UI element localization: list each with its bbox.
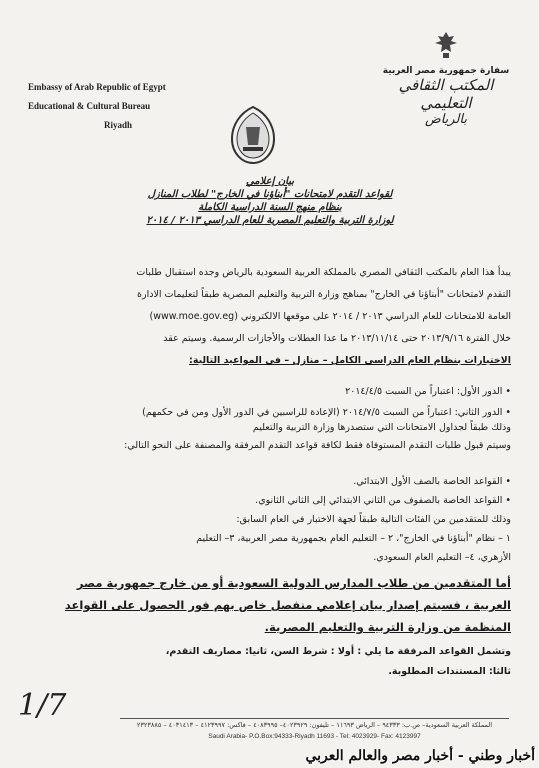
announcement-title: بيان إعلامي bbox=[245, 176, 295, 187]
site-watermark: أخبار وطني - أخبار مصر والعالم العربي bbox=[305, 748, 535, 764]
bureau-name-en: Educational & Cultural Bureau bbox=[28, 101, 151, 111]
body-line: وذلك للمتقدمين من الفئات التالية طبقاً لجهة الاختبار في العام السابق: bbox=[236, 514, 511, 525]
body-line: التقدم لامتحانات "أبناؤنا في الخارج" بمناهج وزارة التربية والتعليم المصرية طبقاً لتعليمات الادارة bbox=[137, 289, 511, 300]
embassy-name-en: Embassy of Arab Republic of Egypt bbox=[28, 82, 166, 92]
announcement-subtitle-1: لقواعد التقدم لامتحانات "أبناؤنا في الخارج" لطلاب المنازل bbox=[147, 189, 393, 200]
footer-address-en: Saudi Arabia- P.O.Box:94333-Riyadh 11693 - Tel: 4023929- Fax: 4123997 bbox=[208, 733, 421, 740]
announcement-subtitle-2: بنظام منهج السنة الدراسية الكاملة bbox=[198, 202, 342, 213]
body-line: الأزهري، ٤– التعليم العام السعودي. bbox=[373, 552, 511, 563]
body-line: يبدأ هذا العام بالمكتب الثقافي المصري بالمملكة العربية السعودية بالرياض وجده استقبال طلبات bbox=[136, 267, 511, 278]
city-ar: بالرياض bbox=[424, 112, 467, 127]
intro-paragraph bbox=[30, 262, 511, 372]
body-line: ثالثا: المستندات المطلوبة. bbox=[388, 666, 511, 677]
list-item: • القواعد الخاصة بالصفوف من الثاني الابتدائي إلى الثاني الثانوي. bbox=[255, 495, 511, 506]
international-students-paragraph bbox=[30, 572, 511, 638]
attached-rules-paragraph bbox=[30, 642, 511, 682]
body-line: الاختبارات بنظام العام الدراسي الكامل – منازل – في المواعيد التالية: bbox=[189, 355, 511, 366]
announcement-subtitle-3: لوزارة التربية والتعليم المصرية للعام الدراسي ٢٠١٣ / ٢٠١٤ bbox=[146, 215, 394, 226]
body-line: وتشمل القواعد المرفقة ما يلي : أولا : شرط السن، ثانيا: مصاريف التقدم، bbox=[165, 646, 511, 657]
body-line: العامة للامتحانات للعام الدراسي ٢٠١٣ / ٢٠١٤ على موقعها الالكتروني (www.moe.gov.eg) bbox=[149, 311, 511, 322]
exam-dates-list bbox=[30, 384, 511, 453]
cultural-bureau-logo-icon bbox=[228, 105, 278, 165]
arabic-letterhead bbox=[371, 30, 521, 127]
egypt-eagle-emblem-icon bbox=[432, 30, 460, 60]
list-item: • الدور الأول: اعتباراً من السبت ٢٠١٤/٤/٥ bbox=[345, 386, 511, 397]
list-item: • الدور الثاني: اعتباراً من السبت ٢٠١٤/٧/٥ (الإعادة للراسبين في الدور الأول ومن في حكمهم) bbox=[142, 407, 511, 418]
rules-list bbox=[30, 472, 511, 567]
body-line: العربية ، فسيتم إصدار بيان إعلامي منفصل خاص بهم فور الحصول على القواعد bbox=[64, 598, 511, 612]
english-letterhead bbox=[28, 78, 208, 135]
city-en: Riyadh bbox=[103, 120, 132, 130]
body-line: المنظمة من وزارة التربية والتعليم المصرية. bbox=[264, 620, 511, 634]
footer-divider bbox=[120, 718, 509, 719]
body-line: وسيتم قبول طلبات التقدم المستوفاة فقط لكافة قواعد التقدم المرفقة والمصنفة على النحو التالي: bbox=[124, 440, 511, 451]
footer-address-ar: المملكة العربية السعودية– ص.ب: ٩٤٣٣٣ – الرياض ١١٦٩٣ – تليفون: ٤٠٢٣٩٢٩– ٤٠٨٣٩٩٥ – فاكس: ٤١٢٣٩٩٧ – ٤٠٣١٤١٣ – ٢٣٢٣٨٨٥ bbox=[136, 721, 493, 729]
announcement-titles bbox=[60, 175, 480, 227]
list-item: • القواعد الخاصة بالصف الأول الابتدائي. bbox=[353, 476, 511, 487]
embassy-name-ar: سفارة جمهورية مصر العربية bbox=[382, 66, 510, 76]
bureau-name-ar: المكتب الثقافي التعليمي bbox=[398, 76, 494, 112]
page-number: 1/7 bbox=[18, 688, 67, 723]
body-line: أما المتقدمين من طلاب المدارس الدولية السعودية أو من خارج جمهورية مصر bbox=[76, 576, 511, 590]
body-line: ١ – نظام "أبناؤنا في الخارج"، ٢ – التعليم العام بجمهورية مصر العربية، ٣– التعليم bbox=[196, 533, 511, 544]
body-line: وذلك طبقاً لجداول الامتحانات التي ستصدرها وزارة التربية والتعليم bbox=[252, 422, 511, 433]
body-line: خلال الفترة ٢٠١٣/٩/١٦ حتى ٢٠١٣/١١/١٤ ما عدا العطلات والأجازات الرسمية. وسيتم عقد bbox=[163, 333, 511, 344]
